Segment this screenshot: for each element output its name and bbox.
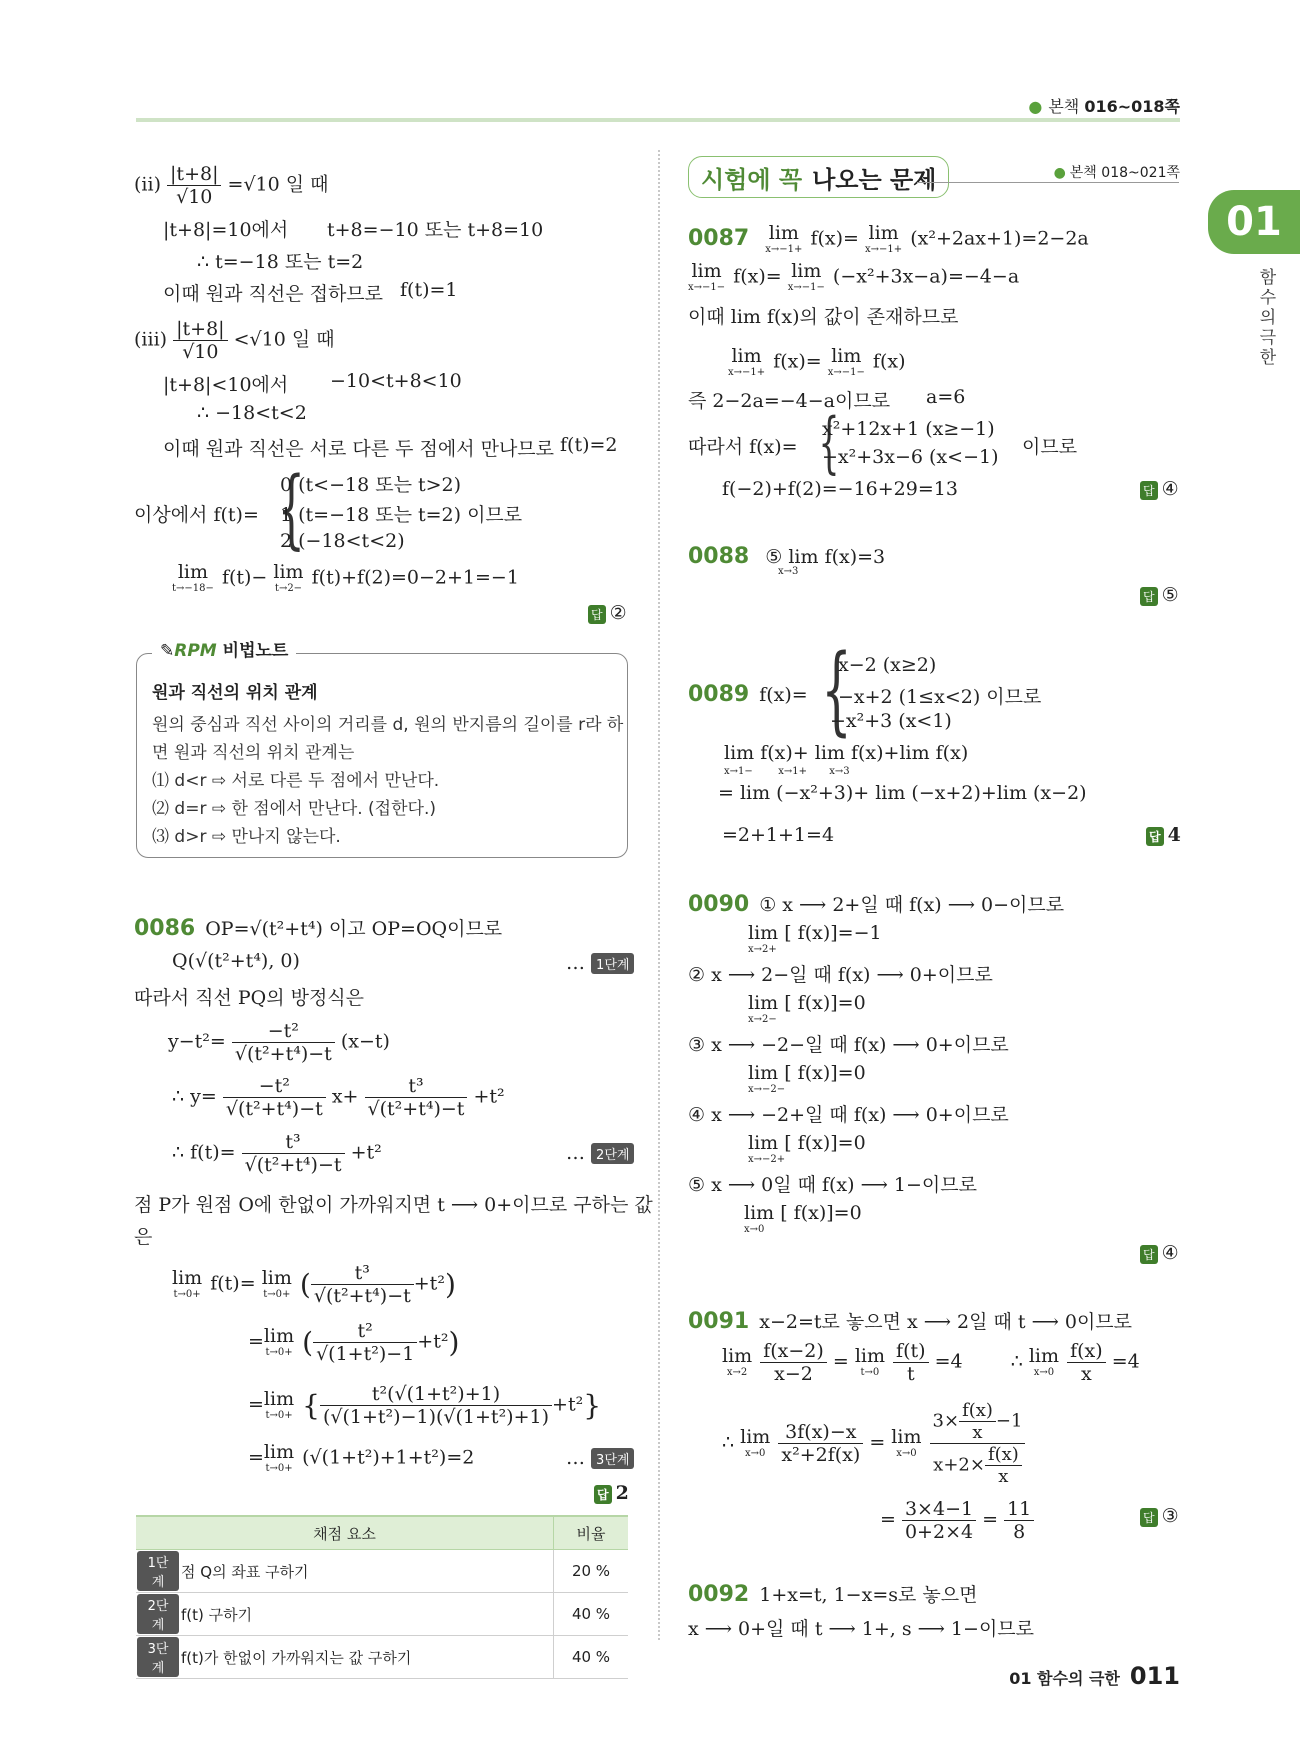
- step-2-marker: … 2단계: [566, 1142, 634, 1164]
- case-iii-line-e: f(t)=2: [560, 434, 618, 456]
- problem-0090-item-1: 0090 ① x ⟶ 2+일 때 f(x) ⟶ 0−이므로: [688, 892, 1065, 917]
- problem-0088: 0088 ⑤ lim f(x)=3: [688, 544, 886, 569]
- rpm-line-1: 원의 중심과 직선 사이의 거리를 d, 원의 반지름의 길이를 r라 하: [152, 715, 624, 735]
- problem-0089-line1-subs: x→1− x→1+ x→3: [724, 766, 850, 777]
- step-3-marker: … 3단계: [566, 1447, 634, 1469]
- problem-0087-line6-pre: 따라서 f(x)=: [688, 436, 798, 458]
- equation-1: y−t²= $\frac{\text{−t²}}{\text{√(t²+t⁴)−t}}$ (x−t): [168, 1020, 390, 1065]
- problem-0087-piece-1: x²+12x+1 (x≥−1): [822, 418, 995, 440]
- brace-0089: {: [821, 634, 852, 746]
- problem-0089-pre: 0089 f(x)=: [688, 682, 808, 707]
- case-iii-line-a: |t+8|<10에서: [163, 374, 289, 396]
- problem-0086-line5: 은: [134, 1226, 153, 1248]
- rpm-tag: ✎RPM 비법노트: [152, 636, 296, 661]
- problem-0090-lim-2: lim [ f(x)]=0 x→2−: [748, 992, 866, 1025]
- table-row: 3단계 f(t)가 한없이 가까워지는 값 구하기 40 %: [136, 1636, 628, 1679]
- rpm-line-5: ⑶ d>r ⇨ 만나지 않는다.: [152, 827, 341, 847]
- problem-0087-line3: 이때 lim f(x)의 값이 존재하므로: [688, 306, 959, 328]
- case-ii-line-c: ∴ t=−18 또는 t=2: [197, 251, 364, 273]
- problem-0092-line1: 0092 1+x=t, 1−x=s로 놓으면: [688, 1582, 978, 1607]
- problem-0090-lim-3: lim [ f(x)]=0 x→−2−: [748, 1062, 866, 1095]
- rpm-title: 원과 직선의 위치 관계: [152, 683, 318, 703]
- answer-0089: 답 4: [1146, 824, 1181, 846]
- case-iii-line-d: 이때 원과 직선은 서로 다른 두 점에서 만나므로: [163, 438, 555, 460]
- limit-line-2: =lim t→0+ ( $\frac{\text{t²}}{\text{√(1+t²)−1}}$ +t²): [248, 1320, 460, 1365]
- answer-0086: 답 2: [594, 1482, 629, 1504]
- problem-0089-line2: = lim (−x²+3)+ lim (−x+2)+lim (x−2): [718, 782, 1087, 804]
- score-header-item: 채점 요소: [136, 1516, 554, 1550]
- answer-0091: 답 ③: [1140, 1505, 1179, 1527]
- problem-0087-piece-2: −x²+3x−6 (x<−1): [822, 446, 999, 468]
- case-ii-line-b: t+8=−10 또는 t+8=10: [327, 219, 544, 241]
- limit-line-3: =lim t→0+ { $\frac{\text{t²(√(1+t²)+1)}}{\text{(√(1+t²)−1)(√(1+t²)+1)}}$ +t²}: [248, 1383, 602, 1428]
- case-iii-line-b: −10<t+8<10: [330, 370, 462, 392]
- problem-0087-line7: f(−2)+f(2)=−16+29=13: [722, 478, 958, 500]
- section-title: 시험에 꼭 나오는 문제: [688, 156, 949, 198]
- problem-0088-sub: x→3: [778, 566, 799, 577]
- problem-0086-line4: 점 P가 원점 O에 한없이 가까워지면 t ⟶ 0+이므로 구하는 값: [134, 1194, 653, 1216]
- problem-0090-lim-4: lim [ f(x)]=0 x→−2+: [748, 1132, 866, 1165]
- problem-0090-item-5: ⑤ x ⟶ 0일 때 f(x) ⟶ 1−이므로: [688, 1174, 977, 1196]
- bullet-dot-icon: ●: [1028, 97, 1043, 116]
- problem-0091-line4: = $\frac{3\times 4-1}{0+2\times 4}$ = $\frac{11}{8}$: [880, 1498, 1034, 1543]
- piece-1: 0 (t<−18 또는 t>2): [280, 474, 462, 496]
- piece-2: 1 (t=−18 또는 t=2) 이므로: [280, 504, 523, 526]
- section-title-rule: [917, 182, 1179, 183]
- problem-0087-line6-post: 이므로: [1022, 436, 1078, 458]
- case-ii-line-e: f(t)=1: [400, 279, 458, 301]
- rpm-line-4: ⑵ d=r ⇨ 한 점에서 만난다. (접한다.): [152, 799, 436, 819]
- answer-0087: 답 ④: [1140, 478, 1179, 500]
- problem-0089-piece-1: x−2 (x≥2): [838, 654, 937, 676]
- answer-0085: 답 ②: [588, 602, 627, 624]
- table-row: 2단계 f(t) 구하기 40 %: [136, 1593, 628, 1636]
- piece-3: 2 (−18<t<2): [280, 530, 405, 552]
- limit-line-1: lim t→0+ f(t)= lim t→0+ ( $\frac{\text{t³}}{\text{√(t²+t⁴)−t}}$ +t²): [172, 1262, 456, 1307]
- problem-0092-line2: x ⟶ 0+일 때 t ⟶ 1+, s ⟶ 1−이므로: [688, 1618, 1035, 1640]
- limit-line-4: =lim t→0+ (√(1+t²)+1+t²)=2: [248, 1441, 475, 1474]
- problem-0090-item-2: ② x ⟶ 2−일 때 f(x) ⟶ 0+이므로: [688, 964, 993, 986]
- equation-2: ∴ y= $\frac{\text{−t²}}{\text{√(t²+t⁴)−t}}$ x+ $\frac{\text{t³}}{\text{√(t²+t⁴)−t}}$ +t²: [172, 1075, 505, 1120]
- problem-0086-line2: Q(√(t²+t⁴), 0): [172, 950, 300, 972]
- page-footer: 01 함수의 극한 011: [1009, 1662, 1180, 1690]
- problem-0086-line3: 따라서 직선 PQ의 방정식은: [134, 987, 365, 1009]
- scoring-table: [136, 1515, 628, 1679]
- answer-0090: 답 ④: [1140, 1242, 1179, 1264]
- problem-0091-line3: ∴ lim x→0 $\frac{3f(x)-x}{\text{x²+2f(x)}}$ = lim x→0 3× $\frac{f(x)}{x}$ −1 x+2× $\frac{f(x)}{x}$: [722, 1400, 1025, 1487]
- problem-0087-line5: 즉 2−2a=−4−a이므로: [688, 390, 891, 412]
- step-1-marker: … 1단계: [566, 952, 634, 974]
- problem-0087-line4: lim x→−1+ f(x)= lim x→−1− f(x): [728, 345, 906, 378]
- brace-0087: {: [818, 404, 840, 481]
- final-limit: lim t→−18− f(t)− lim t→2− f(t)+f(2)=0−2+1=−1: [172, 561, 519, 594]
- score-header-rate: 비율: [554, 1516, 629, 1550]
- problem-0087-line2: lim x→−1− f(x)= lim x→−1− (−x²+3x−a)=−4−a: [688, 260, 1020, 293]
- problem-0087-line5b: a=6: [926, 386, 966, 408]
- problem-0089-piece-3: −x²+3 (x<1): [830, 710, 952, 732]
- brace-left: {: [277, 459, 306, 559]
- answer-0088: 답 ⑤: [1140, 584, 1179, 606]
- problem-0089-line3: =2+1+1=4: [722, 824, 835, 846]
- problem-0089-line1: lim f(x)+ lim f(x)+lim f(x): [724, 742, 969, 764]
- case-ii: (ii) $\frac{|t+8|}{√10}$ =√10 일 때: [134, 163, 329, 208]
- header-rule: [136, 118, 1180, 122]
- section-reference: ● 본책 018~021쪽: [1053, 165, 1180, 181]
- book-reference: ● 본책 016~018쪽: [1028, 97, 1180, 116]
- column-divider: [658, 150, 660, 1640]
- problem-0089-piece-2: −x+2 (1≤x<2) 이므로: [838, 686, 1042, 708]
- case-ii-line-a: |t+8|=10에서: [163, 219, 289, 241]
- case-iii-line-c: ∴ −18<t<2: [197, 402, 307, 424]
- page-number: 011: [1129, 1662, 1180, 1690]
- problem-0090-item-3: ③ x ⟶ −2−일 때 f(x) ⟶ 0+이므로: [688, 1034, 1009, 1056]
- pencil-icon: ✎: [160, 641, 175, 661]
- equation-3: ∴ f(t)= $\frac{\text{t³}}{\text{√(t²+t⁴)−t}}$ +t²: [172, 1131, 382, 1176]
- problem-0090-lim-1: lim [ f(x)]=−1 x→2+: [748, 922, 882, 955]
- problem-0090-lim-5: lim [ f(x)]=0 x→0: [744, 1202, 862, 1235]
- table-row: 1단계 점 Q의 좌표 구하기 20 %: [136, 1550, 628, 1593]
- rpm-line-3: ⑴ d<r ⇨ 서로 다른 두 점에서 만난다.: [152, 771, 440, 791]
- chapter-side-title: 함수의 극한: [1259, 268, 1277, 368]
- problem-0086-line1: 0086 OP=√(t²+t⁴) 이고 OP=OQ이므로: [134, 916, 503, 941]
- problem-0091-line1: 0091 x−2=t로 놓으면 x ⟶ 2일 때 t ⟶ 0이므로: [688, 1309, 1133, 1334]
- piecewise-prefix: 이상에서 f(t)=: [134, 504, 259, 526]
- bullet-dot-icon: ●: [1053, 165, 1066, 181]
- problem-0091-line2: lim x→2 $\frac{f(x-2)}{x-2}$ = lim t→0 $\frac{f(t)}{t}$ =4 ∴ lim x→0 $\frac{f(x)}{x}$ =4: [722, 1340, 1140, 1385]
- case-ii-line-d: 이때 원과 직선은 접하므로: [163, 283, 384, 305]
- rpm-line-2: 면 원과 직선의 위치 관계는: [152, 743, 355, 763]
- chapter-tab: 01: [1208, 190, 1300, 254]
- problem-0090-item-4: ④ x ⟶ −2+일 때 f(x) ⟶ 0+이므로: [688, 1104, 1009, 1126]
- case-iii: (iii) $\frac{|t+8|}{√10}$ <√10 일 때: [134, 318, 335, 363]
- problem-0087-line1: 0087 lim x→−1+ f(x)= lim x→−1+ (x²+2ax+1)=2−2a: [688, 222, 1089, 255]
